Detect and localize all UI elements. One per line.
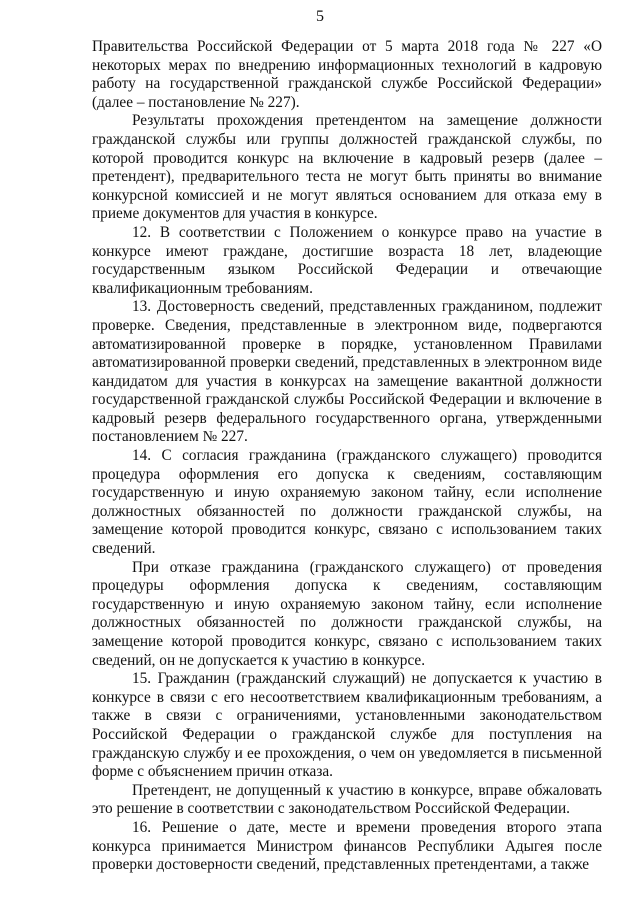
paragraph-13: 13. Достоверность сведений, представленных гражданином, подлежит проверке. Сведения, представленные в электронном виде, подвергаются автоматизированной проверке в порядке, установленном Правилами автоматизированной проверки сведений, представленных в электронном виде кандидатом для участия в конкурсах на замещение вакантной должности государственной гражданской службы Российской Федерации и включение в кадровый резерв федерального государственного органа, утвержденными постановлением № 227. xyxy=(92,298,602,446)
paragraph-12: 12. В соответствии с Положением о конкурсе право на участие в конкурсе имеют граждане, достигшие возраста 18 лет, владеющие государственным языком Российской Федерации и отвечающие квалификационным требованиям. xyxy=(92,223,602,297)
paragraph-14-refusal: При отказе гражданина (гражданского служащего) от проведения процедуры оформления допуска к сведениям, составляющим государственную и иную охраняемую законом тайну, если исполнение должностных обязанностей по должности гражданской службы, на замещение которой проводится конкурс, связано с использованием таких сведений, он не допускается к участию в конкурсе. xyxy=(92,558,602,669)
document-body xyxy=(92,38,602,875)
page-number: 5 xyxy=(316,8,324,25)
paragraph-15: 15. Гражданин (гражданский служащий) не допускается к участию в конкурсе в связи с его несоответствием квалификационным требованиям, а также в связи с ограничениями, установленными законодательством Российской Федерации о гражданской службе для поступления на гражданскую службу и ее прохождения, о чем он уведомляется в письменной форме с объяснением причин отказа. xyxy=(92,670,602,781)
paragraph-14: 14. С согласия гражданина (гражданского служащего) проводится процедура оформления его допуска к сведениям, составляющим государственную и иную охраняемую законом тайну, если исполнение должностных обязанностей по должности гражданской службы, на замещение которой проводится конкурс, связано с использованием таких сведений. xyxy=(92,447,602,558)
paragraph-continuation: Правительства Российской Федерации от 5 марта 2018 года № 227 «О некоторых мерах по внедрению информационных технологий в кадровую работу на государственной гражданской службе Российской Федерации» (далее – постановление № 227). xyxy=(92,38,602,111)
paragraph-16: 16. Решение о дате, месте и времени проведения второго этапа конкурса принимается Министром финансов Республики Адыгея после проверки достоверности сведений, представленных претендентами, а также xyxy=(92,818,602,874)
paragraph-test-results: Результаты прохождения претендентом на замещение должности гражданской службы или группы должностей гражданской службы, по которой проводится конкурс на включение в кадровый резерв (далее – претендент), предварительного теста не могут быть приняты во внимание конкурсной комиссией и не могут являться основанием для отказа ему в приеме документов для участия в конкурсе. xyxy=(92,112,602,223)
paragraph-15-appeal: Претендент, не допущенный к участию в конкурсе, вправе обжаловать это решение в соответствии с законодательством Российской Федерации. xyxy=(92,781,602,818)
